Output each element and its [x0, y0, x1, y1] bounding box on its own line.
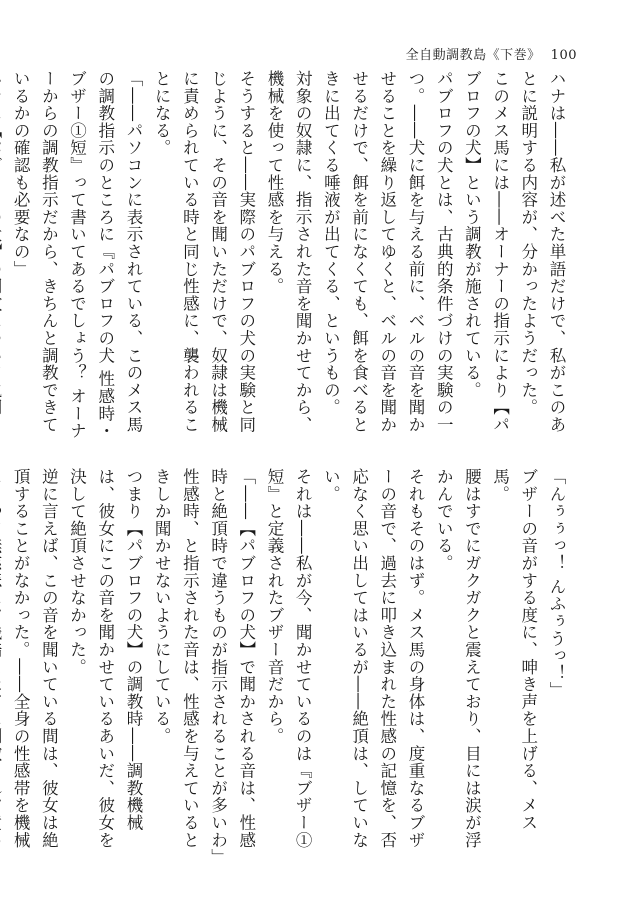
page-number: 100	[550, 48, 577, 63]
paragraph: それは――私が今、聞かせているのは『ブザー①短』と定義されたブザー音だから。	[264, 468, 313, 849]
paragraph: 「――【パブロフの犬】で聞かされる音は、性感時と絶頂時で違うものが指示されることが多いわ」	[208, 468, 256, 866]
paragraph: 対象の奴隷に、指示された音を聞かせてから、機械を使って性感を与える。	[264, 70, 313, 434]
paragraph: 逆に言えば、この音を聞いている間は、彼女は絶頂することがなかった。――全身の性感帯を機械	[11, 468, 59, 849]
paragraph	[0, 70, 6, 450]
paragraph: パブロフの犬とは、古典的条件づけの実験の一つ。――犬に餌を与える前に、ベルの音を聞かせることを繰り返してゆくと、ベルの音を聞かせるだけで、餌を前になくても、餌を食べるときに出てくる唾液が出てくる、というもの。	[321, 70, 454, 434]
paragraph: このメス馬には――オーナーの指示により【パブロフの犬】という調教が施されている。	[462, 70, 510, 434]
text-block-upper	[11, 70, 570, 450]
text-block-lower	[11, 468, 570, 866]
paragraph: つまり【パブロフの犬】の調教時――調教機械は、彼女にこの音を聞かせているあいだ、彼女を決して絶頂させなかった。	[67, 468, 143, 849]
paragraph: そうすると――実際のパブロフの犬の実験と同じように、その音を聞いただけで、奴隷は機械に責められている時と同じ性感に、襲われることになる。	[152, 70, 256, 434]
paragraph: 「んぅぅっ！ んふぅうっ！」	[547, 468, 566, 699]
book-title: 全自動調教島《下巻》	[405, 48, 541, 63]
paragraph: それもそのはず。メス馬の身体は、度重なるブザーの音で、過去に叩き込まれた性感の記憶を、否応なく思い出してはいるが――絶頂は、していない。	[321, 468, 425, 849]
paragraph: 「――パソコンに表示されている、このメス馬の調教指示のところに『パブロフの犬 性感時・ブザー①短』って書いてあるでしょう？ オーナーからの調教指示だから、きちんと調教できているかの確認も必要なの」	[11, 70, 143, 440]
paragraph: ブザーの音がする度に、呻き声を上げる、メス馬。	[490, 468, 538, 832]
paragraph: ハナは――私が述べた単語だけで、私がこのあとに説明する内容が、分かったようだった。	[518, 70, 566, 434]
running-header	[406, 44, 577, 63]
paragraph: 腰はすでにガクガクと震えており、目には涙が浮かんでいる。	[434, 468, 482, 849]
paragraph: 性感時、と指示された音は、性感を与えているときしか聞かせないようにしている。	[152, 468, 200, 849]
